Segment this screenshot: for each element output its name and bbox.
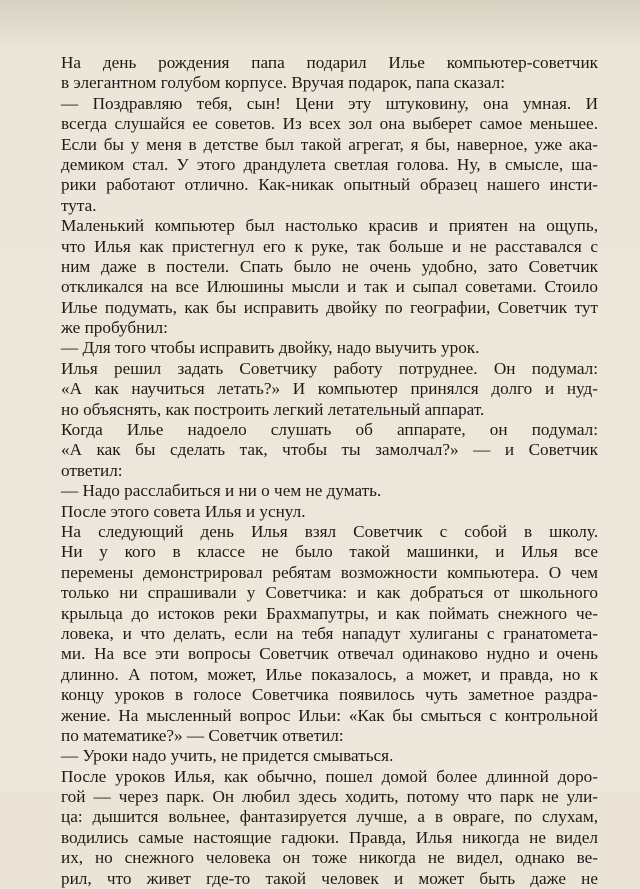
text-line: Ни у кого в классе не было такой машинки, и Илья все <box>61 542 598 562</box>
text-line: Когда Илье надоело слушать об аппарате, он подумал: <box>61 420 598 440</box>
text-line: — Надо расслабиться и ни о чем не думать. <box>61 481 382 501</box>
text-line: что Илья как пристегнул его к руке, так больше и не расставался с <box>61 236 598 256</box>
text-line: — Поздравляю тебя, сын! Цени эту штуковину, она умная. И <box>61 93 598 113</box>
text-line: крыльца до истоков реки Брахмапутры, и как поймать снежного че- <box>61 603 598 623</box>
text-line: Илье подумать, как бы исправить двойку по географии, Советчик тут <box>61 297 598 317</box>
story-text-block <box>61 53 598 889</box>
text-line: жение. На мысленный вопрос Ильи: «Как бы смыться с контрольной <box>61 705 598 725</box>
text-line: откликался на все Илюшины мысли и так и сыпал советами. Стоило <box>61 277 598 297</box>
text-line: После уроков Илья, как обычно, пошел домой более длинной доро- <box>61 766 598 786</box>
text-line: всегда слушайся ее советов. Из всех зол она выберет самое меньшее. <box>61 114 598 134</box>
text-line: «А как бы сделать так, чтобы ты замолчал?» — и Советчик <box>61 440 598 460</box>
text-line: Если бы у меня в детстве был такой агрегат, я бы, наверное, уже ака- <box>61 134 598 154</box>
text-line: концу уроков в голосе Советчика появилось чуть заметное раздра- <box>61 685 598 705</box>
text-line: демиком стал. У этого драндулета светлая голова. Ну, в смысле, ша- <box>61 154 598 174</box>
text-line: перемены демонстрировал ребятам возможности компьютера. О чем <box>61 562 598 582</box>
text-line: — Уроки надо учить, не придется смываться. <box>61 746 394 766</box>
text-line: ним даже в постели. Спать было не очень удобно, зато Советчик <box>61 256 598 276</box>
text-line: ответил: <box>61 460 123 480</box>
text-line: только ни спрашивали у Советчика: и как добраться от школьного <box>61 583 598 603</box>
text-line: гой — через парк. Он любил здесь ходить, потому что парк не ули- <box>61 787 598 807</box>
text-line: рики работают отлично. Как-никак опытный образец нашего инсти- <box>61 175 598 195</box>
facing-page-bleed-through <box>0 0 640 48</box>
text-line: водились самые настоящие гадюки. Правда, Илья никогда не видел <box>61 827 598 847</box>
text-line: ми. На все эти вопросы Советчик отвечал одинаково нудно и очень <box>61 644 598 664</box>
text-line: их, но снежного человека он тоже никогда не видел, однако ве- <box>61 848 598 868</box>
text-line: После этого совета Илья и уснул. <box>61 501 306 521</box>
text-line: ловека, и что делать, если на тебя нападут хулиганы с гранатомета- <box>61 623 598 643</box>
text-line: в элегантном голубом корпусе. Вручая подарок, папа сказал: <box>61 73 506 93</box>
text-line: по математике?» — Советчик ответил: <box>61 725 344 745</box>
text-line: — Для того чтобы исправить двойку, надо выучить урок. <box>61 338 480 358</box>
text-line: Илья решил задать Советчику работу потруднее. Он подумал: <box>61 358 598 378</box>
text-line: рил, что живет где-то такой человек и может быть даже не <box>61 868 598 888</box>
text-line: ца: дышится вольнее, фантазируется лучше, а в овраге, по слухам, <box>61 807 598 827</box>
text-line: тута. <box>61 195 97 215</box>
text-line: же пробубнил: <box>61 318 168 338</box>
text-line: но объяснять, как построить легкий летательный аппарат. <box>61 399 485 419</box>
text-line: длинно. А потом, может, Илье показалось, а может, и правда, но к <box>61 664 598 684</box>
text-line: На день рождения папа подарил Илье компьютер-советчик <box>61 53 598 72</box>
text-line: «А как научиться летать?» И компьютер принялся долго и нуд- <box>61 379 598 399</box>
text-line: На следующий день Илья взял Советчик с собой в школу. <box>61 521 598 541</box>
text-line: Маленький компьютер был настолько красив и приятен на ощупь, <box>61 216 598 236</box>
